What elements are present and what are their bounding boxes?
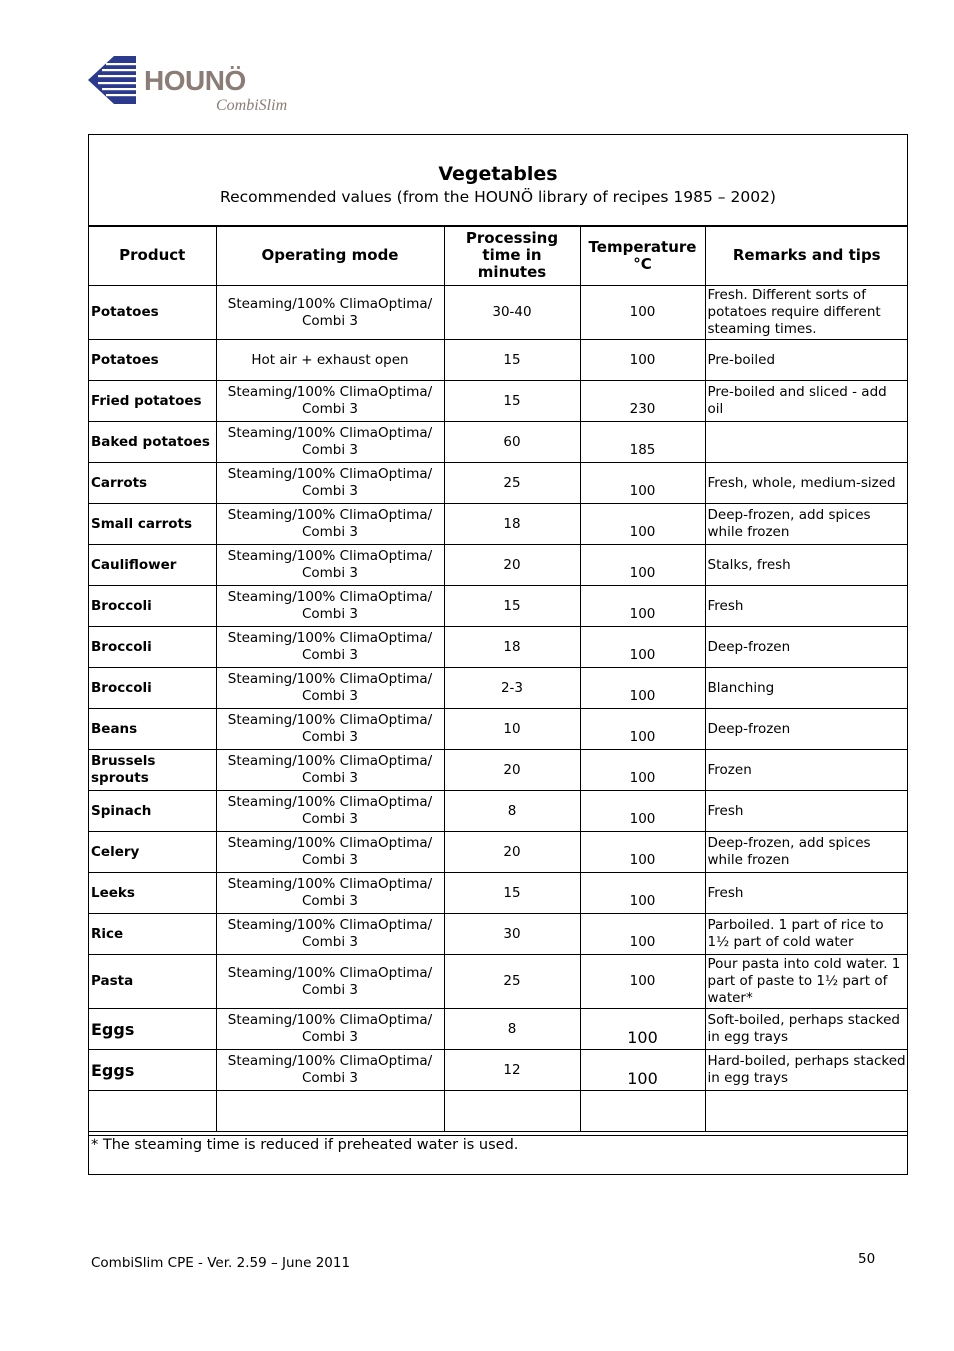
cell-time: 25 (444, 463, 580, 504)
cell-temp: 100 (580, 586, 705, 627)
cell-product: Broccoli (89, 586, 216, 627)
cell-temp: 100 (580, 545, 705, 586)
logo-wordmark: HOUNÖ (144, 65, 246, 96)
header-product: Product (89, 226, 216, 286)
cell-time: 25 (444, 955, 580, 1009)
table-row (89, 791, 908, 832)
cell-remarks: Fresh (705, 586, 908, 627)
cell-time: 18 (444, 504, 580, 545)
cell-time: 15 (444, 340, 580, 381)
table-row (89, 286, 908, 340)
cell-temp: 100 (580, 750, 705, 791)
cell-remarks: Soft-boiled, perhaps stacked in egg trays (705, 1009, 908, 1050)
cell-temp: 100 (580, 832, 705, 873)
cell-remarks: Pre-boiled (705, 340, 908, 381)
cell-time: 15 (444, 381, 580, 422)
cell-time: 20 (444, 750, 580, 791)
cell-temp: 230 (580, 381, 705, 422)
cell-temp: 100 (580, 955, 705, 1009)
cell-temp: 100 (580, 1009, 705, 1050)
cell-remarks (705, 1091, 908, 1132)
cell-product: Beans (89, 709, 216, 750)
cell-time: 8 (444, 1009, 580, 1050)
table-row (89, 422, 908, 463)
cell-mode: Hot air + exhaust open (216, 340, 444, 381)
cell-product: Baked potatoes (89, 422, 216, 463)
table-title: Vegetables (438, 163, 558, 185)
cell-product: Cauliflower (89, 545, 216, 586)
cell-remarks: Hard-boiled, perhaps stacked in egg trays (705, 1050, 908, 1091)
cell-product: Fried potatoes (89, 381, 216, 422)
cell-product: Rice (89, 914, 216, 955)
header-temperature: Temperature °C (580, 226, 705, 286)
cell-mode: Steaming/100% ClimaOptima/ Combi 3 (216, 832, 444, 873)
cell-remarks: Deep-frozen, add spices while frozen (705, 504, 908, 545)
cell-product: Spinach (89, 791, 216, 832)
cell-product: Broccoli (89, 668, 216, 709)
cell-mode: Steaming/100% ClimaOptima/ Combi 3 (216, 668, 444, 709)
cell-mode: Steaming/100% ClimaOptima/ Combi 3 (216, 627, 444, 668)
cell-remarks: Stalks, fresh (705, 545, 908, 586)
cell-time: 2-3 (444, 668, 580, 709)
cell-mode: Steaming/100% ClimaOptima/ Combi 3 (216, 791, 444, 832)
cell-mode: Steaming/100% ClimaOptima/ Combi 3 (216, 914, 444, 955)
table-header-row (89, 226, 908, 286)
cell-product: Potatoes (89, 286, 216, 340)
cell-product: Brussels sprouts (89, 750, 216, 791)
table-row (89, 668, 908, 709)
cell-temp: 100 (580, 504, 705, 545)
cell-temp: 100 (580, 914, 705, 955)
cell-time: 60 (444, 422, 580, 463)
cell-time: 15 (444, 873, 580, 914)
cell-temp: 100 (580, 1050, 705, 1091)
table-row (89, 586, 908, 627)
cell-time: 30 (444, 914, 580, 955)
cell-temp: 100 (580, 668, 705, 709)
header-remarks: Remarks and tips (705, 226, 908, 286)
cell-product: Carrots (89, 463, 216, 504)
header-processing-time: Processing time in minutes (444, 226, 580, 286)
cell-product: Eggs (89, 1050, 216, 1091)
table-row (89, 1050, 908, 1091)
cell-product: Broccoli (89, 627, 216, 668)
cell-mode (216, 1091, 444, 1132)
table-row (89, 1009, 908, 1050)
cell-mode: Steaming/100% ClimaOptima/ Combi 3 (216, 955, 444, 1009)
cell-temp: 100 (580, 627, 705, 668)
cell-remarks: Pre-boiled and sliced - add oil (705, 381, 908, 422)
table-row (89, 504, 908, 545)
cell-time: 15 (444, 586, 580, 627)
table-row-empty (89, 1091, 908, 1132)
cell-mode: Steaming/100% ClimaOptima/ Combi 3 (216, 873, 444, 914)
cell-temp: 100 (580, 709, 705, 750)
table-footnote: * The steaming time is reduced if preheated water is used. (91, 1137, 519, 1153)
cell-product: Eggs (89, 1009, 216, 1050)
cell-remarks: Fresh. Different sorts of potatoes require different steaming times. (705, 286, 908, 340)
table-row (89, 381, 908, 422)
table-row (89, 627, 908, 668)
cell-remarks: Fresh (705, 873, 908, 914)
cell-mode: Steaming/100% ClimaOptima/ Combi 3 (216, 586, 444, 627)
table-row (89, 832, 908, 873)
cell-mode: Steaming/100% ClimaOptima/ Combi 3 (216, 381, 444, 422)
cell-time: 8 (444, 791, 580, 832)
cell-temp (580, 1091, 705, 1132)
cell-time: 20 (444, 832, 580, 873)
cell-product: Pasta (89, 955, 216, 1009)
table-row (89, 873, 908, 914)
table-row (89, 545, 908, 586)
cell-product: Potatoes (89, 340, 216, 381)
cell-temp: 185 (580, 422, 705, 463)
header-operating-mode: Operating mode (216, 226, 444, 286)
cell-mode: Steaming/100% ClimaOptima/ Combi 3 (216, 422, 444, 463)
cell-time: 20 (444, 545, 580, 586)
footer-version: CombiSlim CPE - Ver. 2.59 – June 2011 (91, 1255, 351, 1271)
cell-temp: 100 (580, 340, 705, 381)
cell-remarks: Deep-frozen (705, 627, 908, 668)
footnote-divider (89, 1135, 907, 1136)
cell-mode: Steaming/100% ClimaOptima/ Combi 3 (216, 1050, 444, 1091)
cell-remarks: Fresh, whole, medium-sized (705, 463, 908, 504)
cell-product: Leeks (89, 873, 216, 914)
cell-remarks: Pour pasta into cold water. 1 part of paste to 1½ part of water* (705, 955, 908, 1009)
cell-remarks: Deep-frozen, add spices while frozen (705, 832, 908, 873)
cell-temp: 100 (580, 791, 705, 832)
cell-time: 12 (444, 1050, 580, 1091)
cell-remarks: Frozen (705, 750, 908, 791)
table-row (89, 340, 908, 381)
cell-mode: Steaming/100% ClimaOptima/ Combi 3 (216, 750, 444, 791)
vegetables-table-frame (88, 134, 908, 1175)
cell-mode: Steaming/100% ClimaOptima/ Combi 3 (216, 504, 444, 545)
cell-remarks: Deep-frozen (705, 709, 908, 750)
table-subtitle: Recommended values (from the HOUNÖ library of recipes 1985 – 2002) (220, 188, 776, 206)
cell-mode: Steaming/100% ClimaOptima/ Combi 3 (216, 463, 444, 504)
vegetables-table (89, 225, 908, 1132)
logo-product: CombiSlim (216, 97, 288, 114)
cell-time (444, 1091, 580, 1132)
table-row (89, 955, 908, 1009)
cell-remarks (705, 422, 908, 463)
cell-mode: Steaming/100% ClimaOptima/ Combi 3 (216, 545, 444, 586)
cell-product (89, 1091, 216, 1132)
cell-mode: Steaming/100% ClimaOptima/ Combi 3 (216, 709, 444, 750)
cell-mode: Steaming/100% ClimaOptima/ Combi 3 (216, 1009, 444, 1050)
table-row (89, 463, 908, 504)
houno-logo (88, 54, 303, 118)
cell-time: 10 (444, 709, 580, 750)
table-row (89, 750, 908, 791)
cell-remarks: Blanching (705, 668, 908, 709)
cell-product: Small carrots (89, 504, 216, 545)
table-row (89, 709, 908, 750)
cell-mode: Steaming/100% ClimaOptima/ Combi 3 (216, 286, 444, 340)
table-row (89, 914, 908, 955)
cell-product: Celery (89, 832, 216, 873)
cell-temp: 100 (580, 286, 705, 340)
cell-remarks: Parboiled. 1 part of rice to 1½ part of cold water (705, 914, 908, 955)
cell-temp: 100 (580, 873, 705, 914)
cell-remarks: Fresh (705, 791, 908, 832)
cell-temp: 100 (580, 463, 705, 504)
table-title-block (89, 135, 907, 227)
page-number: 50 (858, 1251, 876, 1267)
cell-time: 18 (444, 627, 580, 668)
cell-time: 30-40 (444, 286, 580, 340)
